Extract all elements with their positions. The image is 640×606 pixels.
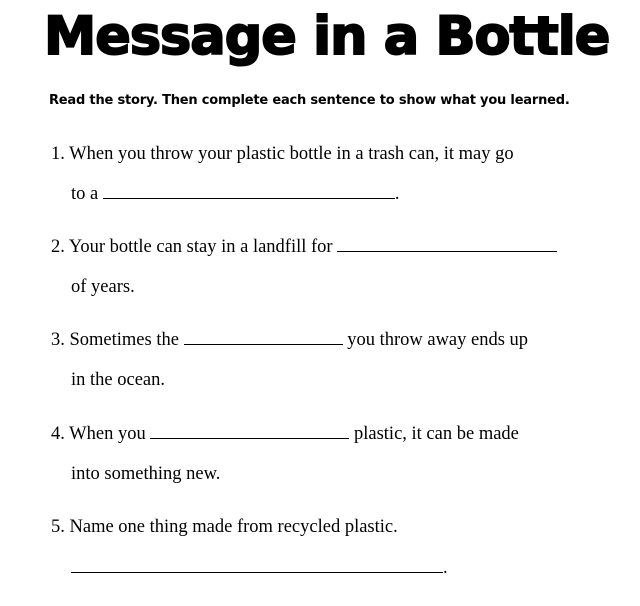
answer-blank[interactable] (71, 556, 443, 573)
page-title: Message in a Bottle (44, 6, 610, 67)
question-1-line-1 (51, 142, 514, 166)
question-4-line-2 (71, 462, 220, 486)
question-text: When you (69, 424, 146, 444)
question-number: 5. (51, 517, 65, 537)
question-1-line-2 (71, 182, 399, 206)
answer-blank[interactable] (150, 422, 349, 439)
question-2-line-1 (51, 235, 557, 259)
question-text: . (443, 558, 448, 578)
question-number: 2. (51, 237, 65, 257)
question-number: 1. (51, 144, 65, 164)
instructions: Read the story. Then complete each sentence to show what you learned. (49, 93, 570, 108)
answer-blank[interactable] (337, 235, 557, 252)
question-text: you throw away ends up (347, 330, 529, 350)
question-text: Name one thing made from recycled plastic. (69, 517, 398, 537)
answer-blank[interactable] (103, 182, 395, 199)
question-text: Your bottle can stay in a landfill for (68, 237, 333, 257)
question-text: plastic, it can be made (353, 424, 519, 444)
question-number: 4. (51, 424, 65, 444)
question-number: 3. (51, 330, 65, 350)
question-5-line-1 (51, 515, 398, 539)
question-text: . (394, 184, 400, 204)
question-3-line-1 (51, 328, 528, 352)
question-text: of years. (71, 277, 135, 297)
question-4-line-1 (51, 422, 519, 446)
question-3-line-2 (71, 368, 165, 392)
answer-blank[interactable] (184, 328, 343, 345)
question-text: in the ocean. (71, 370, 165, 390)
question-text: When you throw your plastic bottle in a trash can, it may go (69, 144, 514, 164)
question-5-line-2 (71, 556, 448, 580)
question-text: into something new. (71, 464, 221, 484)
question-2-line-2 (71, 275, 135, 299)
question-text: to a (71, 184, 99, 204)
question-text: Sometimes the (69, 330, 179, 350)
